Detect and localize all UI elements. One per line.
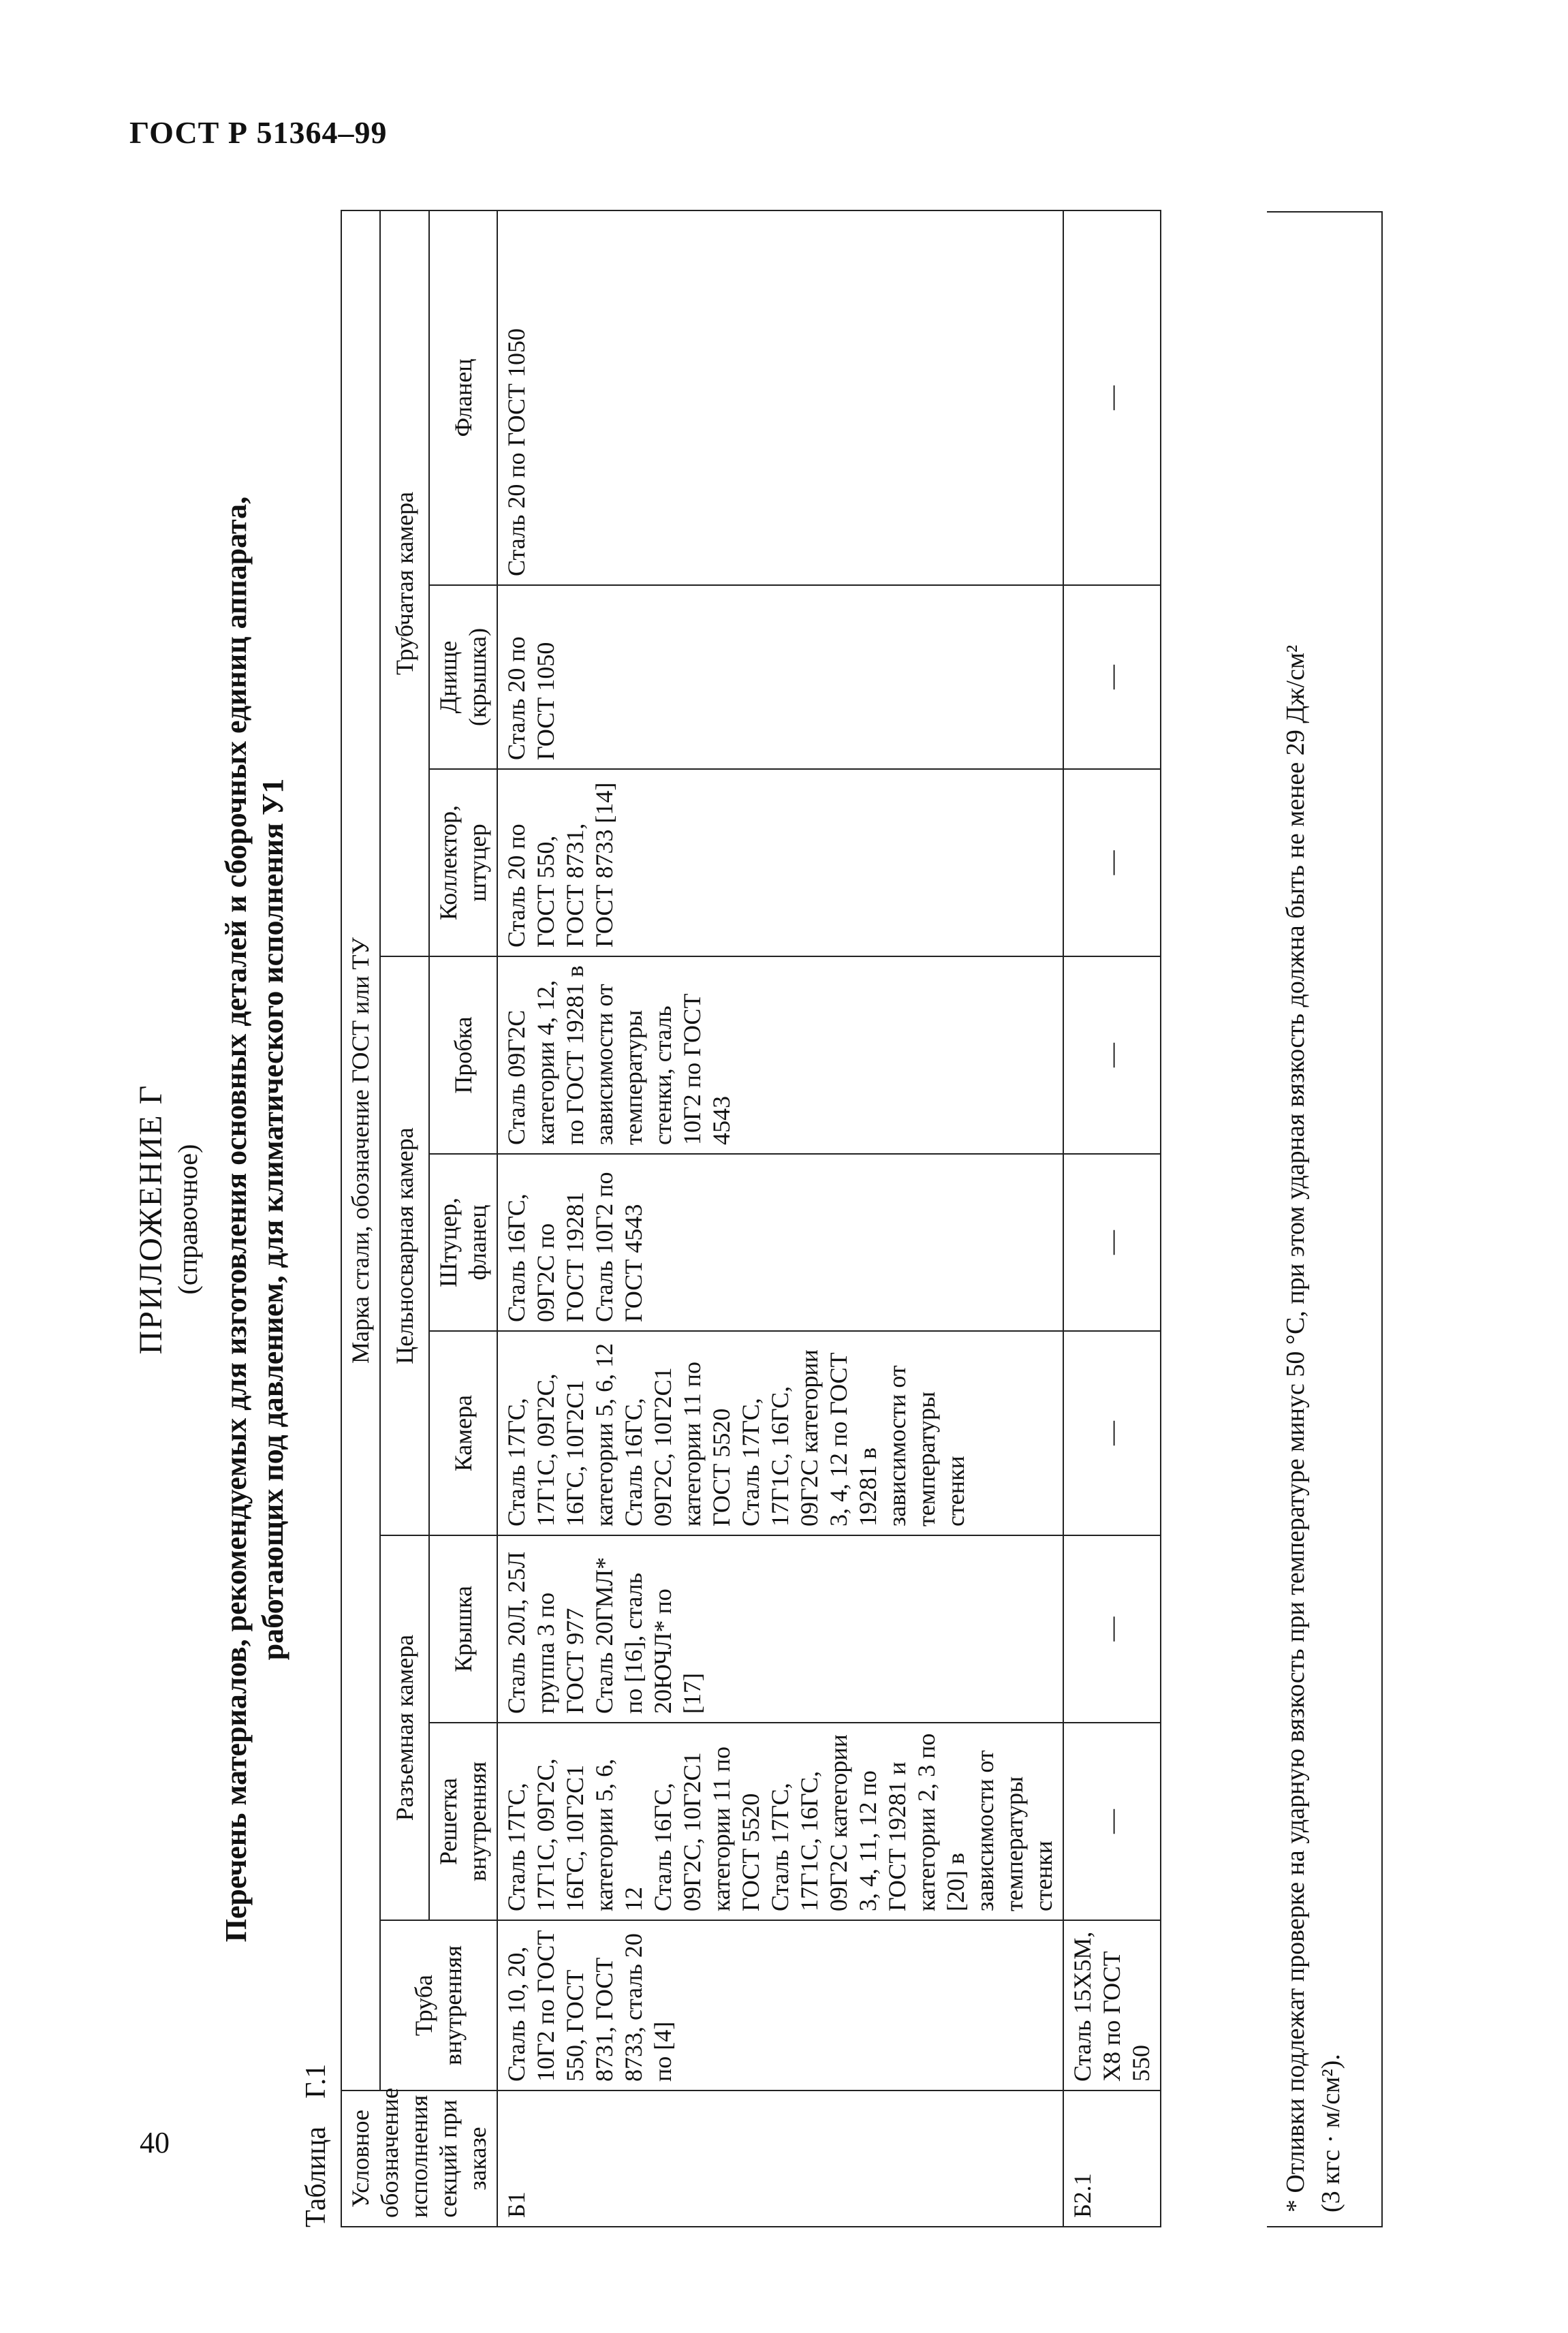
cell-flange: Сталь 20 по ГОСТ 1050	[497, 210, 1063, 585]
document-code: ГОСТ Р 51364–99	[129, 115, 388, 150]
cell-collector: Сталь 20 по ГОСТ 550, ГОСТ 8731, ГОСТ 8733 [14]	[497, 769, 1063, 956]
header-steel-grade: Марка стали, обозначение ГОСТ или ТУ	[341, 210, 380, 2091]
cell-chamber: Сталь 17ГС, 17Г1С, 09Г2С, 16ГС, 10Г2С1 категории 5, 6, 12 Сталь 16ГС, 09Г2С, 10Г2С1 категории 11 по ГОСТ 5520 Сталь 17ГС, 17Г1С, 16ГС, 09Г2С категории 3, 4, 12 по ГОСТ 19281 в зависимости от температуры стенки	[497, 1331, 1063, 1535]
table-row	[1063, 210, 1161, 2227]
header-pipe: Труба внутренняя	[380, 1920, 497, 2091]
cell-collector: —	[1063, 769, 1161, 956]
header-cover: Крышка	[429, 1535, 497, 1723]
cell-pipe: Сталь 10, 20, 10Г2 по ГОСТ 550, ГОСТ 8731, ГОСТ 8733, сталь 20 по [4]	[497, 1920, 1063, 2091]
header-detachable-chamber: Разъемная камера	[380, 1535, 429, 1920]
cell-grid: —	[1063, 1723, 1161, 1920]
cell-plug: —	[1063, 956, 1161, 1154]
cell-flange: —	[1063, 210, 1161, 585]
cell-code: Б1	[497, 2091, 1063, 2227]
footnote	[1267, 211, 1383, 2227]
page-number: 40	[140, 2126, 170, 2159]
cell-cover: —	[1063, 1535, 1161, 1723]
cell-grid: Сталь 17ГС, 17Г1С, 09Г2С, 16ГС, 10Г2С1 категории 5, 6, 12 Сталь 16ГС, 09Г2С, 10Г2С1 категории 11 по ГОСТ 5520 Сталь 17ГС, 17Г1С, 16ГС, 09Г2С категории 3, 4, 11, 12 по ГОСТ 19281 и категории 2, 3 по [20] в зависимости от температуры стенки	[497, 1723, 1063, 1920]
materials-table	[341, 210, 1161, 2227]
cell-pipe: Сталь 15Х5М, Х8 по ГОСТ 550	[1063, 1920, 1161, 2091]
table-row	[497, 210, 1063, 2227]
header-welded-chamber: Цельносварная камера	[380, 956, 429, 1535]
table-number: Г.1	[300, 2063, 332, 2099]
cell-fitting-flange: Сталь 16ГС, 09Г2С по ГОСТ 19281 Сталь 10Г2 по ГОСТ 4543	[497, 1154, 1063, 1331]
header-row-1	[341, 210, 380, 2227]
table-label	[300, 2064, 332, 2227]
header-grid: Решетка внутренняя	[429, 1723, 497, 1920]
header-fitting-flange: Штуцер, фланец	[429, 1154, 497, 1331]
cell-chamber: —	[1063, 1331, 1161, 1535]
table-label-word: Таблица	[300, 2126, 332, 2227]
rotated-landscape-content	[116, 198, 1396, 2241]
appendix-title: ПРИЛОЖЕНИЕ Г	[133, 1084, 169, 1355]
header-code: Условное обозначение исполнения секций при заказе	[341, 2091, 497, 2227]
cell-bottom: —	[1063, 585, 1161, 769]
cell-fitting-flange: —	[1063, 1154, 1161, 1331]
cell-cover: Сталь 20Л, 25Л группа 3 по ГОСТ 977 Сталь 20ГМЛ* по [16], сталь 20ЮЧЛ* по [17]	[497, 1535, 1063, 1723]
footnote-line-1: * Отливки подлежат проверке на ударную вязкость при температуре минус 50 °С, при этом ударная вязкость должна быть не менее 29 Дж/см²	[1281, 644, 1310, 2212]
main-heading-line-2: работающих под давлением, для климатического исполнения У1	[256, 778, 289, 1661]
cell-plug: Сталь 09Г2С категории 4, 12, по ГОСТ 19281 в зависимости от температуры стенки, сталь 10Г2 по ГОСТ 4543	[497, 956, 1063, 1154]
header-bottom: Днище (крышка)	[429, 585, 497, 769]
header-tubular-chamber: Трубчатая камера	[380, 210, 429, 956]
appendix-subtitle: (справочное)	[172, 1144, 203, 1295]
header-plug: Пробка	[429, 956, 497, 1154]
header-flange: Фланец	[429, 210, 497, 585]
header-collector: Коллектор, штуцер	[429, 769, 497, 956]
cell-bottom: Сталь 20 по ГОСТ 1050	[497, 585, 1063, 769]
main-heading	[218, 198, 292, 2241]
main-heading-line-1: Перечень материалов, рекомендуемых для изготовления основных деталей и сборочных единиц аппарата,	[219, 496, 253, 1943]
header-chamber: Камера	[429, 1331, 497, 1535]
footnote-line-2: (3 кгс · м/см²).	[1317, 2054, 1345, 2212]
header-row-2	[380, 210, 429, 2227]
cell-code: Б2.1	[1063, 2091, 1161, 2227]
